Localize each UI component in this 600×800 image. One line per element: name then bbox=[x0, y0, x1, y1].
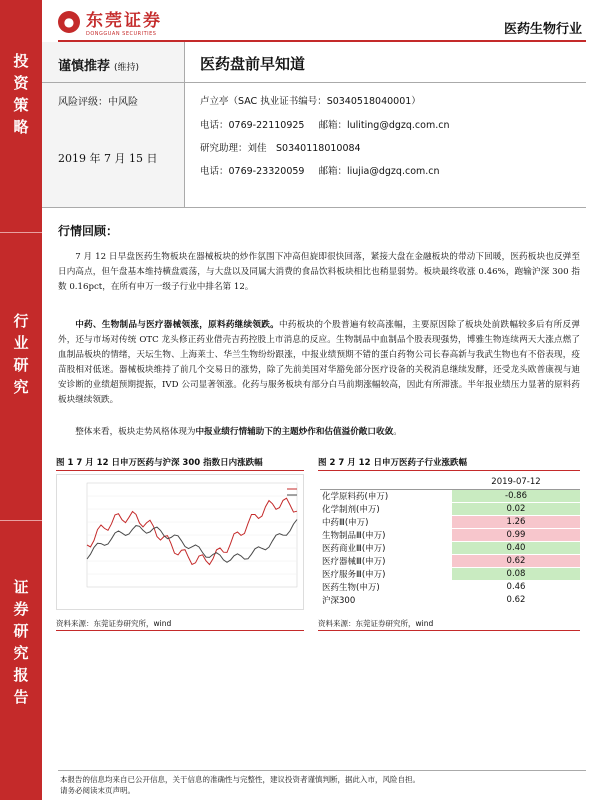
figure-1-source: 资料来源：东莞证券研究所，wind bbox=[56, 619, 172, 628]
table-cell-value: 0.08 bbox=[452, 567, 580, 580]
sidebar-divider bbox=[0, 520, 42, 521]
table-cell-name: 医药商业Ⅲ(申万) bbox=[320, 541, 452, 554]
sidebar-glyph: 业 bbox=[13, 334, 29, 352]
logo-name-cn: 东莞证券 bbox=[86, 11, 162, 31]
sidebar-glyph: 行 bbox=[13, 312, 29, 330]
section-heading: 行情回顾： bbox=[58, 224, 119, 238]
rating-note: (维持) bbox=[114, 63, 140, 73]
analyst-phone: 电话：0769-22110925 bbox=[200, 120, 305, 131]
sidebar-glyph: 告 bbox=[13, 688, 29, 706]
figure-2-source: 资料来源：东莞证券研究所，wind bbox=[318, 619, 434, 628]
sidebar bbox=[0, 0, 42, 800]
table-cell-value: 0.46 bbox=[452, 580, 580, 593]
figure-2-caption: 图 2 7 月 12 日申万医药子行业涨跌幅 bbox=[318, 458, 467, 468]
figure-1-source-rule bbox=[56, 630, 304, 631]
sidebar-glyph: 研 bbox=[13, 356, 29, 374]
table-row bbox=[320, 554, 580, 567]
table-row bbox=[320, 541, 580, 554]
sidebar-glyph: 投 bbox=[13, 52, 29, 70]
info-bottom-rule bbox=[42, 207, 586, 208]
logo-text bbox=[86, 6, 162, 37]
disclaimer-line-1: 本报告的信息均来自已公开信息，关于信息的准确性与完整性，建议投资者谨慎判断，据此入市，风险自担。 bbox=[60, 775, 420, 784]
assistant-contact bbox=[200, 163, 440, 177]
assistant-email[interactable]: 邮箱：liujia@dgzq.com.cn bbox=[318, 166, 440, 177]
logo-name-en: DONGGUAN SECURITIES bbox=[86, 31, 157, 37]
disclaimer-rule bbox=[58, 770, 586, 771]
paragraph-sector-detail bbox=[58, 318, 580, 408]
table-cell-name: 医疗器械Ⅲ(申万) bbox=[320, 554, 452, 567]
summary-highlight: 中报业绩行情辅助下的主题炒作和估值溢价敞口收敛 bbox=[195, 427, 394, 437]
table-cell-value: 0.62 bbox=[452, 593, 580, 606]
assistant-phone: 电话：0769-23320059 bbox=[200, 166, 305, 177]
analyst-email[interactable]: 邮箱：luliting@dgzq.com.cn bbox=[318, 120, 450, 131]
table-row bbox=[320, 580, 580, 593]
table-cell-value: -0.86 bbox=[452, 489, 580, 502]
summary-lead: 整体来看，板块走势风格体现为 bbox=[75, 427, 196, 437]
sidebar-glyph: 证 bbox=[13, 578, 29, 596]
analyst-name: 卢立亭（SAC 执业证书编号：S0340518040001） bbox=[200, 96, 421, 107]
figure-2-rule bbox=[318, 470, 580, 471]
table-cell-name: 医药生物(申万) bbox=[320, 580, 452, 593]
sidebar-glyph: 究 bbox=[13, 644, 29, 662]
report-date: 2019 年 7 月 15 日 bbox=[58, 152, 158, 165]
sidebar-glyph: 资 bbox=[13, 74, 29, 92]
brand-logo bbox=[58, 6, 162, 37]
table-cell-name: 生物制品Ⅲ(申万) bbox=[320, 528, 452, 541]
sidebar-divider bbox=[0, 232, 42, 233]
analyst-contact bbox=[200, 117, 449, 131]
paragraph-lead: 中药、生物制品与医疗器械领涨，原料药继续领跌。 bbox=[75, 320, 279, 330]
risk-level: 风险评级：中风险 bbox=[58, 97, 138, 108]
sidebar-section-strategy bbox=[0, 50, 42, 138]
table-cell-name: 中药Ⅲ(申万) bbox=[320, 515, 452, 528]
table-cell-value: 1.26 bbox=[452, 515, 580, 528]
intraday-chart-svg bbox=[57, 475, 303, 609]
logo-mark-icon: ● bbox=[58, 11, 80, 33]
intraday-chart bbox=[56, 474, 304, 610]
rating-label: 谨慎推荐 bbox=[58, 59, 111, 74]
disclaimer-line-2: 请务必阅读末页声明。 bbox=[60, 786, 135, 795]
table-cell-value: 0.02 bbox=[452, 502, 580, 515]
table-cell-name: 化学原料药(申万) bbox=[320, 489, 452, 502]
table-row bbox=[320, 593, 580, 606]
summary-end: 。 bbox=[393, 427, 402, 437]
sidebar-glyph: 研 bbox=[13, 622, 29, 640]
figure-2-source-rule bbox=[318, 630, 580, 631]
sidebar-section-report bbox=[0, 576, 42, 708]
table-cell-value: 0.40 bbox=[452, 541, 580, 554]
sidebar-glyph: 究 bbox=[13, 378, 29, 396]
table-cell-name: 沪深300 bbox=[320, 593, 452, 606]
title-rule bbox=[184, 82, 586, 83]
subsector-performance-table bbox=[320, 476, 580, 607]
info-divider bbox=[184, 42, 185, 207]
table-row bbox=[320, 528, 580, 541]
paragraph-summary bbox=[58, 425, 580, 440]
table-cell-value: 0.62 bbox=[452, 554, 580, 567]
sidebar-glyph: 略 bbox=[13, 118, 29, 136]
paragraph-market-review: 7 月 12 日早盘医药生物板块在器械板块的炒作氛围下冲高但旋即很快回落，紧接大盘在金融板块的带动下回暖，医药板块也反弹至日内高点，但午盘基本维持横盘震荡，与大盘以及同属大消费的食品饮料板块相比也稍显弱势。板块最终收涨 0.46%，跑输沪深 300 指数 0.16pct，在所有申万一级子行业中排名第 12。 bbox=[58, 252, 580, 292]
table-header-name bbox=[320, 476, 452, 489]
table-row bbox=[320, 515, 580, 528]
sidebar-glyph: 券 bbox=[13, 600, 29, 618]
assistant-name: 研究助理：刘佳 S0340118010084 bbox=[200, 143, 361, 154]
sidebar-glyph: 报 bbox=[13, 666, 29, 684]
figure-1-rule bbox=[56, 470, 304, 471]
figure-1-caption: 图 1 7 月 12 日申万医药与沪深 300 指数日内涨跌幅 bbox=[56, 458, 263, 468]
table-row bbox=[320, 502, 580, 515]
sidebar-section-industry bbox=[0, 310, 42, 398]
info-rule bbox=[42, 82, 184, 83]
table-cell-name: 化学制剂(申万) bbox=[320, 502, 452, 515]
disclaimer bbox=[60, 774, 580, 796]
sidebar-glyph: 策 bbox=[13, 96, 29, 114]
table-cell-name: 医疗服务Ⅲ(申万) bbox=[320, 567, 452, 580]
table-row bbox=[320, 567, 580, 580]
table-header-row bbox=[320, 476, 580, 489]
report-title: 医药盘前早知道 bbox=[200, 55, 306, 73]
table-cell-value: 0.99 bbox=[452, 528, 580, 541]
rating bbox=[58, 55, 139, 74]
table-header-date: 2019-07-12 bbox=[452, 476, 580, 489]
industry-label: 医药生物行业 bbox=[503, 22, 582, 37]
table-row bbox=[320, 489, 580, 502]
paragraph-body: 中药板块的个股普遍有较高涨幅，主要原因除了板块处前跌幅较多后有所反弹外，还与市场对传统 OTC 龙头修正药业借壳吉药控股上市消息的反应。生物制品中血制品个股表现强势，博雅生物连续两天大涨点燃了血制品板块的情绪，天坛生物、上海莱士、华兰生物纷纷跟涨，中报业绩预期不错的蛋白药物公司长春高新与我武生物也有不俗表现，疫苗股相对低迷。器械板块维持了前几个交易日的涨势，除了先前美国对华豁免部分医疗设备的关税消息继续发酵，还受龙头欧普康视与迪安诊断的业绩超预期提振，IVD 公司显著领涨。化药与服务板块有部分白马前期涨幅较高，因此有所滞涨。半年报业绩压力显著的原料药板块继续领跌。 bbox=[58, 320, 580, 405]
